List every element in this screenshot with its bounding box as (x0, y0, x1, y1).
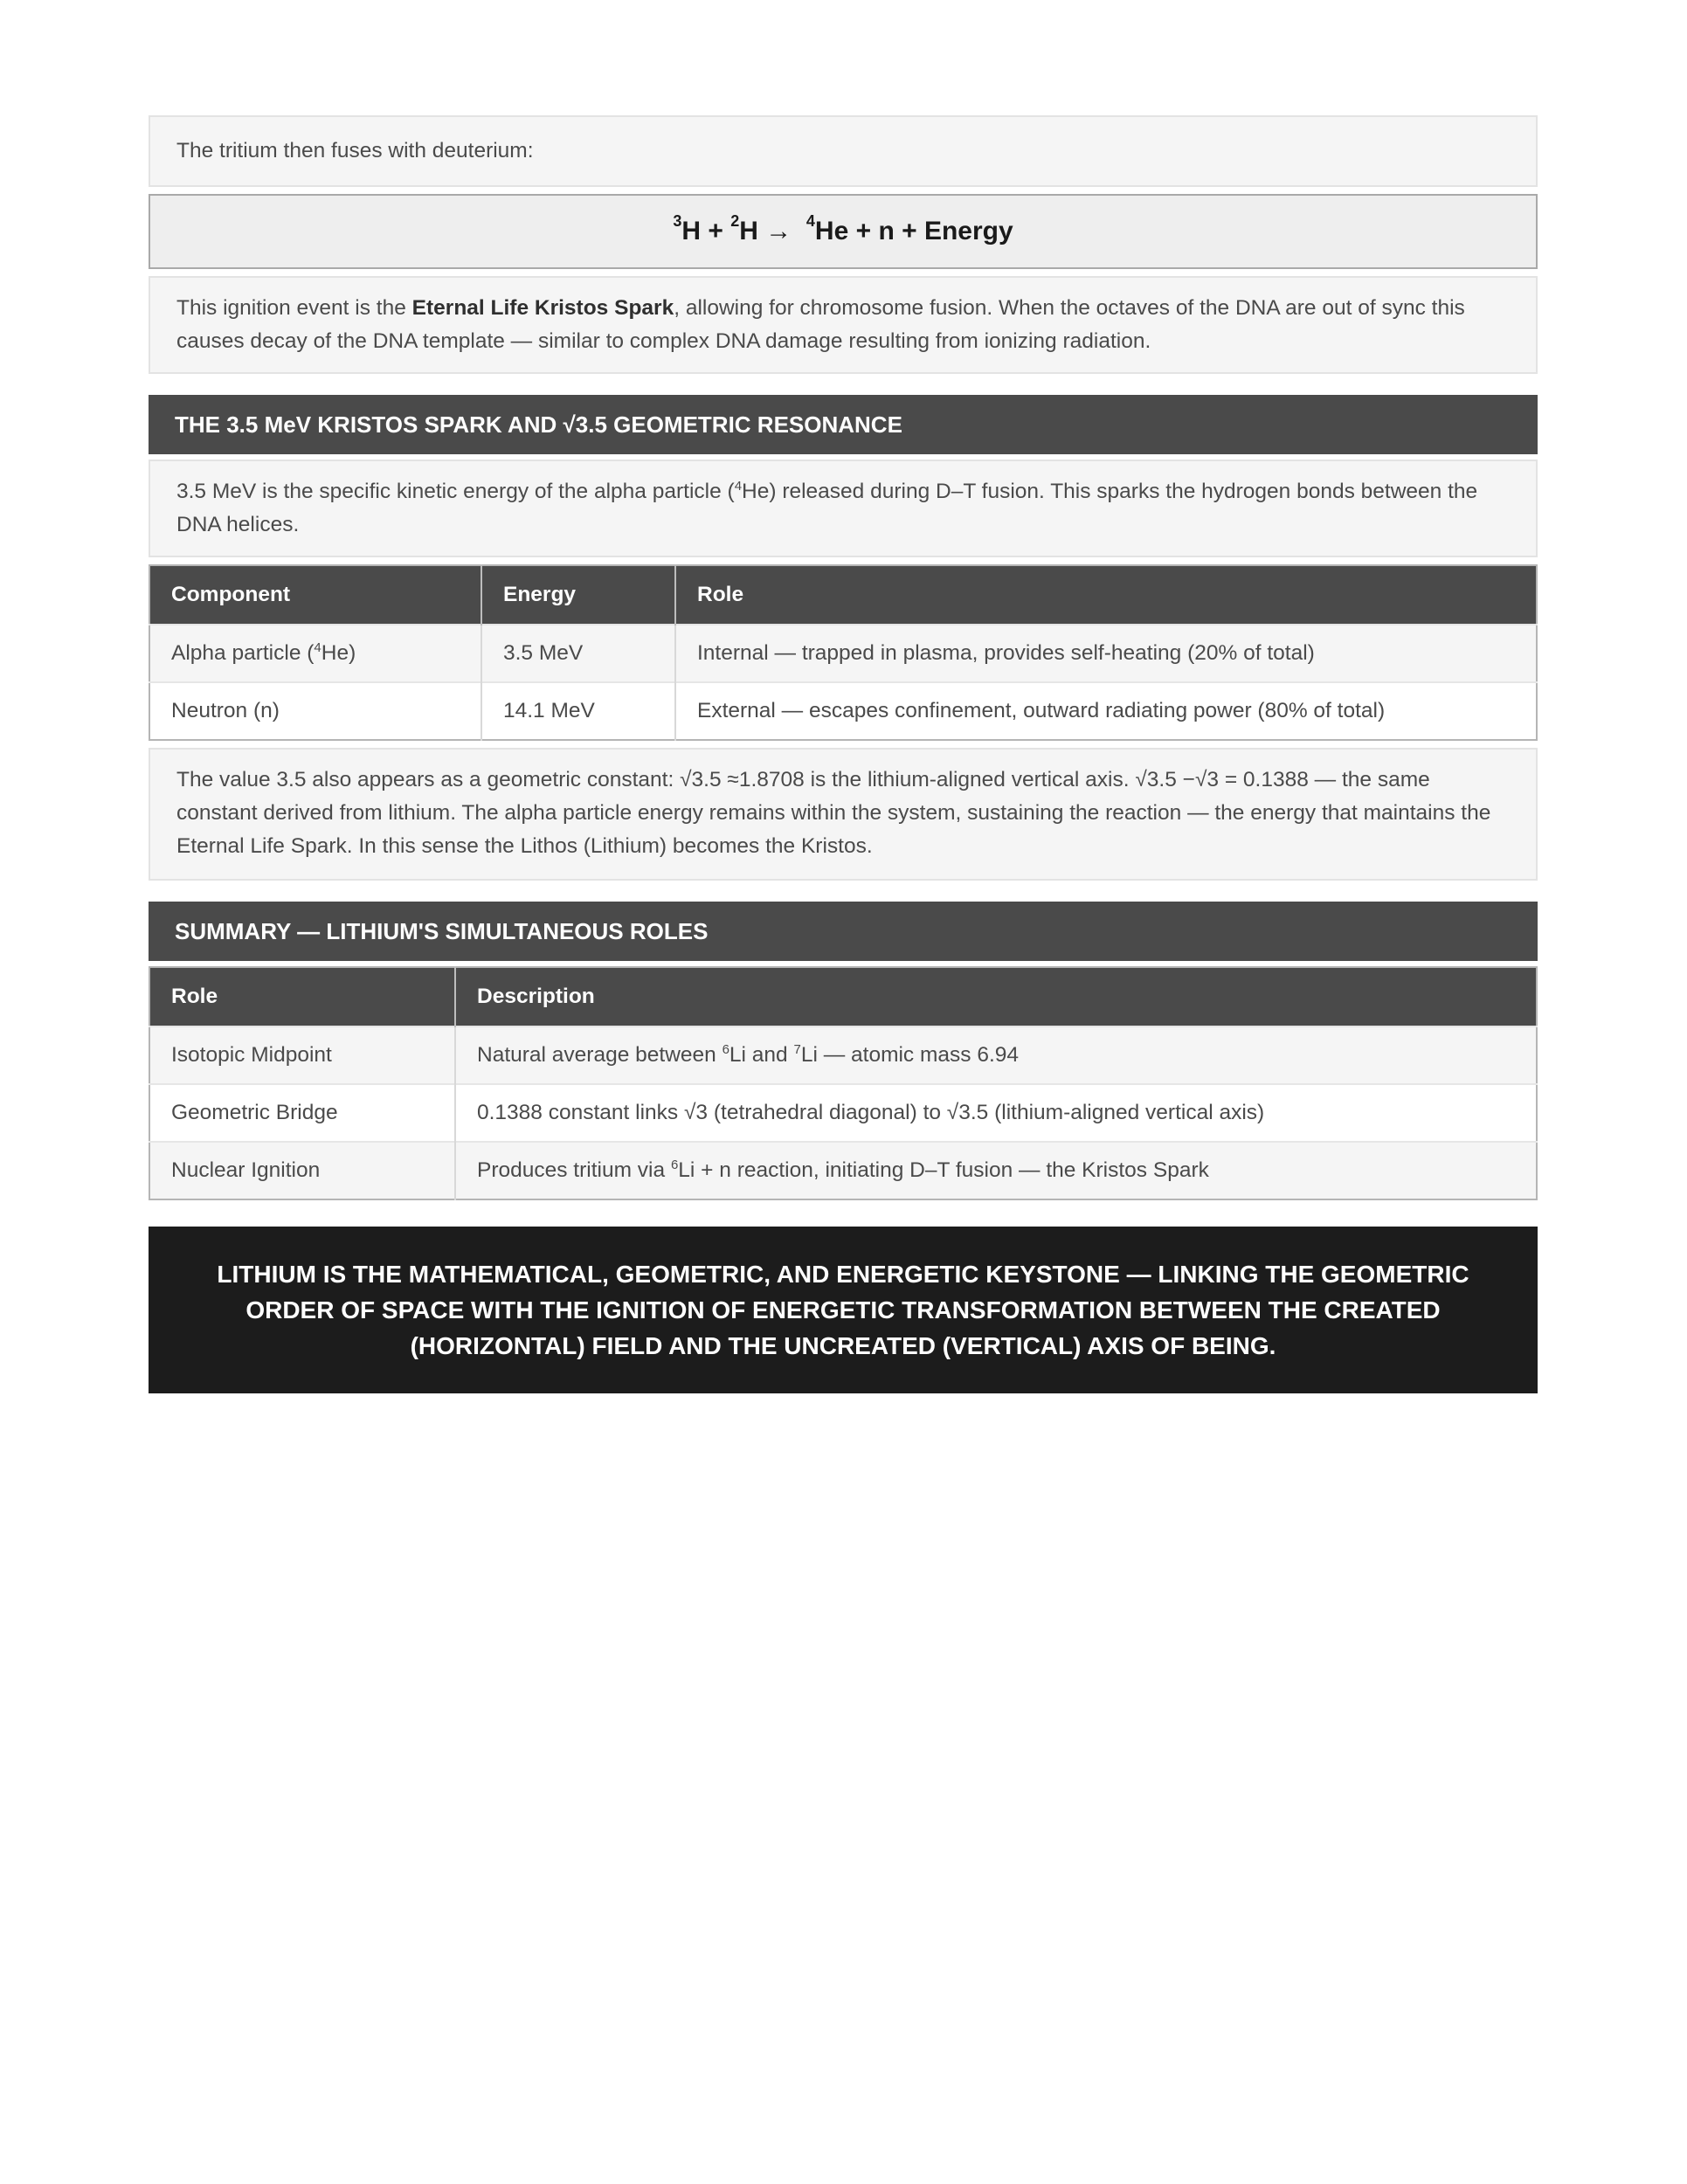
section-header-kristos-spark (149, 395, 1538, 454)
col-header-role: Role (149, 967, 455, 1026)
cell-component: Neutron (n) (149, 682, 481, 740)
table-row (149, 1026, 1537, 1084)
conclusion-banner (149, 1227, 1538, 1393)
col-header-role: Role (675, 565, 1537, 625)
energy-table (149, 564, 1538, 741)
intro-text: The tritium then fuses with deuterium: (176, 139, 534, 162)
ignition-pre: This ignition event is the (176, 296, 412, 320)
cell-energy: 3.5 MeV (481, 625, 675, 682)
geometric-constant-text: The value 3.5 also appears as a geometric constant: √3.5 ≈1.8708 is the lithium-aligned vertical axis. √3.5 −√3 = 0.1388 — the same constant derived from lithium. The alpha particle energy remains within the system, sustaining the reaction — the energy that maintains the Eternal Life Spark. In this sense the Lithos (Lithium) becomes the Kristos. (176, 768, 1491, 858)
deuterium-mass-number: 2 (730, 212, 740, 230)
alpha-mass-number: 4 (734, 478, 743, 494)
description-part: Li and (729, 1043, 794, 1067)
energy-table-header (149, 565, 1537, 625)
tritium-symbol: H + (681, 217, 731, 245)
alpha-paragraph-pre: 3.5 MeV is the specific kinetic energy of the alpha particle ( (176, 480, 735, 503)
geometric-constant-box (149, 748, 1538, 881)
cell-description (455, 1142, 1537, 1199)
component-text-pre: Alpha particle ( (171, 641, 315, 665)
cell-energy: 14.1 MeV (481, 682, 675, 740)
component-text-post: He) (321, 641, 356, 665)
component-mass-number: 4 (314, 639, 321, 655)
cell-role: Isotopic Midpoint (149, 1026, 455, 1084)
cell-role: External — escapes confinement, outward radiating power (80% of total) (675, 682, 1537, 740)
cell-description: 0.1388 constant links √3 (tetrahedral diagonal) to √3.5 (lithium-aligned vertical axis) (455, 1084, 1537, 1142)
table-row (149, 682, 1537, 740)
fusion-equation (149, 194, 1538, 269)
helium-products: He + n + Energy (814, 217, 1013, 245)
cell-role: Internal — trapped in plasma, provides self-heating (20% of total) (675, 625, 1537, 682)
document-page (149, 115, 1538, 1393)
ignition-post: , allowing for chromosome fusion. When the octaves of the DNA are out of sync this causes decay of the DNA template — similar to complex DNA damage resulting from ionizing radiation. (176, 296, 1465, 353)
summary-header-text: SUMMARY — LITHIUM'S SIMULTANEOUS ROLES (175, 918, 709, 944)
cell-role: Nuclear Ignition (149, 1142, 455, 1199)
equation-text (673, 212, 1013, 246)
li7-mass-number: 7 (793, 1041, 801, 1057)
li6-mass-number: 6 (670, 1157, 679, 1172)
intro-box (149, 115, 1538, 187)
col-header-energy: Energy (481, 565, 675, 625)
table-row (149, 625, 1537, 682)
col-header-description: Description (455, 967, 1537, 1026)
deuterium-symbol: H → (739, 217, 799, 245)
summary-table-header (149, 967, 1537, 1026)
helium-mass-number: 4 (805, 212, 815, 230)
description-part: Li — atomic mass 6.94 (800, 1043, 1020, 1067)
description-part: Produces tritium via (477, 1158, 671, 1182)
col-header-component: Component (149, 565, 481, 625)
description-part: Li + n reaction, initiating D–T fusion — the Kristos Spark (678, 1158, 1209, 1182)
cell-description (455, 1026, 1537, 1084)
ignition-box (149, 276, 1538, 374)
table-row (149, 1084, 1537, 1142)
section-header-text: THE 3.5 MeV KRISTOS SPARK AND √3.5 GEOMETRIC RESONANCE (175, 411, 902, 438)
tritium-mass-number: 3 (673, 212, 682, 230)
table-row (149, 1142, 1537, 1199)
description-part: Natural average between (477, 1043, 723, 1067)
conclusion-text: LITHIUM IS THE MATHEMATICAL, GEOMETRIC, AND ENERGETIC KEYSTONE — LINKING THE GEOMETRIC ORDER OF SPACE WITH THE IGNITION OF ENERGETIC TRANSFORMATION BETWEEN THE CREATED (HORIZONTAL) FIELD AND THE UNCREATED (VERTICAL) AXIS OF BEING. (217, 1261, 1469, 1359)
section-header-summary (149, 902, 1538, 961)
alpha-paragraph-box (149, 460, 1538, 557)
summary-table (149, 966, 1538, 1200)
li6-mass-number: 6 (722, 1041, 729, 1057)
ignition-bold: Eternal Life Kristos Spark (411, 296, 674, 320)
cell-component (149, 625, 481, 682)
alpha-paragraph-post: He) released during D–T fusion. This sparks the hydrogen bonds between the DNA helices. (176, 480, 1478, 536)
cell-role: Geometric Bridge (149, 1084, 455, 1142)
